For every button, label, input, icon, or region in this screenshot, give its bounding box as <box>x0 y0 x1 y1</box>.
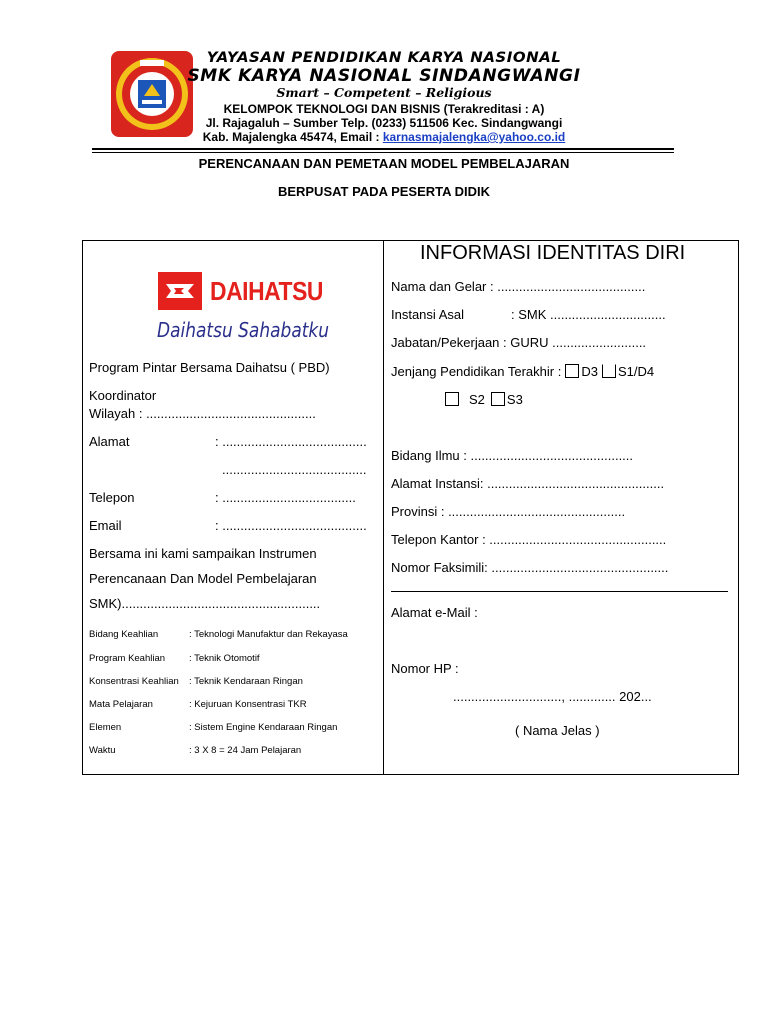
jabatan-field[interactable]: Jabatan/Pekerjaan : GURU .......................... <box>391 335 647 350</box>
detail-value: : Sistem Engine Kendaraan Ringan <box>189 722 338 733</box>
date-place-field[interactable]: .............................., ............. 202... <box>453 689 652 704</box>
city-prefix: Kab. Majalengka 45474, Email : <box>202 130 383 144</box>
letterhead-rule <box>92 148 674 150</box>
email-field[interactable]: : ........................................ <box>215 518 367 533</box>
jenjang-label: Jenjang Pendidikan Terakhir : <box>391 364 562 379</box>
document-title-line1: PERENCANAAN DAN PEMETAAN MODEL PEMBELAJARAN <box>198 156 570 171</box>
instansi-field[interactable]: : SMK ................................ <box>511 307 666 322</box>
detail-label: Program Keahlian <box>89 653 166 664</box>
alamat-field[interactable]: : ........................................ <box>215 434 367 449</box>
s2-option-label: S2 <box>469 392 485 407</box>
section-separator <box>391 591 728 592</box>
school-motto: Smart – Competent – Religious <box>276 85 492 100</box>
nama-gelar-field[interactable]: Nama dan Gelar : ......................................... <box>391 279 646 294</box>
email-label: Email <box>89 518 122 533</box>
school-name: SMK KARYA NASIONAL SINDANGWANGI <box>187 66 581 86</box>
telepon-kantor-field[interactable]: Telepon Kantor : ................................................. <box>391 532 667 547</box>
letterhead-rule-thin <box>92 152 674 153</box>
detail-label: Konsentrasi Keahlian <box>89 676 179 687</box>
s1d4-option-label: S1/D4 <box>617 364 655 379</box>
school-address: Jl. Rajagaluh – Sumber Telp. (0233) 511506 Kec. Sindangwangi <box>205 116 563 130</box>
detail-value: : Kejuruan Konsentrasi TKR <box>189 699 307 710</box>
telepon-field[interactable]: : ..................................... <box>215 490 356 505</box>
detail-label: Bidang Keahlian <box>89 629 159 640</box>
body-text-line1: Bersama ini kami sampaikan Instrumen <box>89 546 317 561</box>
foundation-name: YAYASAN PENDIDIKAN KARYA NASIONAL <box>206 48 562 66</box>
identity-heading: INFORMASI IDENTITAS DIRI <box>420 242 686 264</box>
form-column-divider <box>383 240 384 775</box>
alamat-field-line2[interactable]: ........................................ <box>222 462 367 477</box>
detail-value: : Teknik Otomotif <box>189 653 260 664</box>
wilayah-field[interactable]: Wilayah : ............................................... <box>89 406 316 421</box>
document-title-line2: BERPUSAT PADA PESERTA DIDIK <box>277 184 491 199</box>
faksimili-field[interactable]: Nomor Faksimili: ................................................. <box>391 560 669 575</box>
s1d4-checkbox[interactable] <box>602 364 616 378</box>
alamat-instansi-field[interactable]: Alamat Instansi: ................................................. <box>391 476 665 491</box>
provinsi-field[interactable]: Provinsi : ................................................. <box>391 504 626 519</box>
detail-label: Elemen <box>89 722 122 733</box>
school-group: KELOMPOK TEKNOLOGI DAN BISNIS (Terakreditasi : A) <box>223 102 545 116</box>
jenjang-row-2 <box>441 392 523 407</box>
detail-value: : 3 X 8 = 24 Jam Pelajaran <box>189 745 302 756</box>
detail-label: Waktu <box>89 745 116 756</box>
program-name: Program Pintar Bersama Daihatsu ( PBD) <box>89 360 330 375</box>
d3-checkbox[interactable] <box>565 364 579 378</box>
nomor-hp-field[interactable]: Nomor HP : <box>391 661 459 676</box>
detail-value: : Teknik Kendaraan Ringan <box>189 676 303 687</box>
body-text-line3: SMK)....................................................... <box>89 596 321 611</box>
s2-checkbox[interactable] <box>445 392 459 406</box>
daihatsu-mark-icon <box>158 272 202 310</box>
koordinator-label: Koordinator <box>89 388 157 403</box>
detail-value: : Teknologi Manufaktur dan Rekayasa <box>189 629 348 640</box>
s3-option-label: S3 <box>506 392 523 407</box>
alamat-label: Alamat <box>89 434 130 449</box>
daihatsu-tagline: Daihatsu Sahabatku <box>157 318 330 342</box>
body-text-line2: Perencanaan Dan Model Pembelajaran <box>89 571 317 586</box>
telepon-label: Telepon <box>89 490 135 505</box>
bidang-ilmu-field[interactable]: Bidang Ilmu : ............................................. <box>391 448 634 463</box>
school-email-link[interactable]: karnasmajalengka@yahoo.co.id <box>382 130 566 144</box>
jenjang-row <box>391 364 654 379</box>
detail-label: Mata Pelajaran <box>89 699 153 710</box>
s3-checkbox[interactable] <box>491 392 505 406</box>
school-contact <box>0 130 648 144</box>
daihatsu-brand: DAIHATSU <box>210 276 323 306</box>
instansi-label: Instansi Asal <box>391 307 464 322</box>
d3-option-label: D3 <box>581 364 598 379</box>
signature-name-label: ( Nama Jelas ) <box>515 723 600 738</box>
email-address-field[interactable]: Alamat e-Mail : <box>391 605 478 620</box>
